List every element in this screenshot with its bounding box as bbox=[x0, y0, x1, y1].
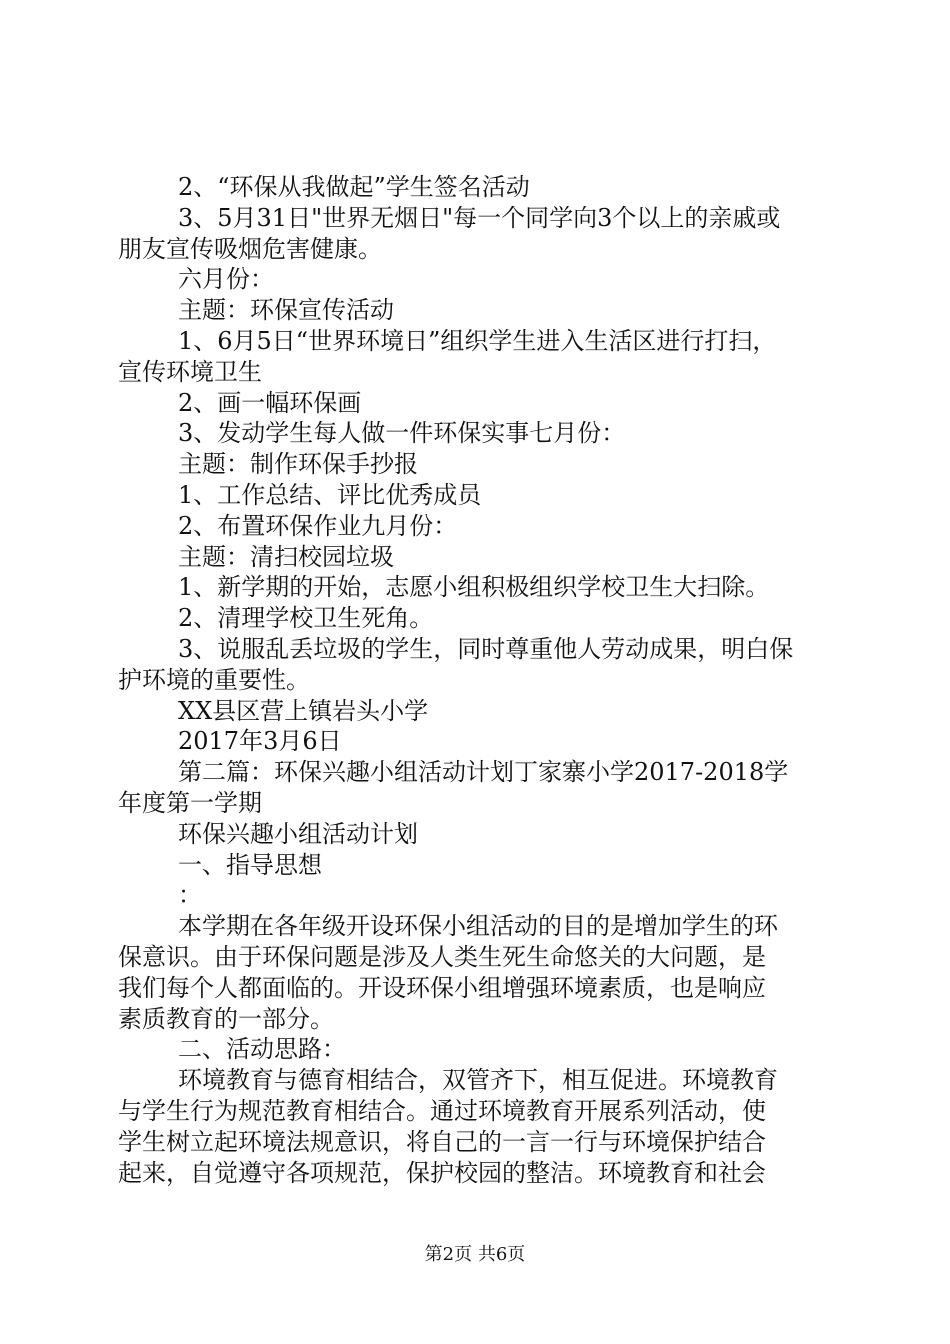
text-line: 宣传环境卫生 bbox=[118, 357, 262, 386]
text-line: 二、活动思路： bbox=[178, 1035, 346, 1064]
text-line: 环境教育与德育相结合，双管齐下，相互促进。环境教育 bbox=[178, 1066, 778, 1095]
text-line: 3、说服乱丢垃圾的学生，同时尊重他人劳动成果，明白保 bbox=[178, 634, 794, 663]
text-line: 2、布置环保作业九月份： bbox=[178, 511, 458, 540]
text-line: 起来，自觉遵守各项规范，保护校园的整洁。环境教育和社会 bbox=[118, 1158, 766, 1187]
text-line: 主题：环保宣传活动 bbox=[178, 296, 394, 325]
text-line: ： bbox=[178, 881, 202, 910]
text-line: XX县区营上镇岩头小学 bbox=[178, 696, 429, 725]
text-line: 2、画一幅环保画 bbox=[178, 388, 362, 417]
text-line: 1、工作总结、评比优秀成员 bbox=[178, 480, 482, 509]
text-line: 一、指导思想 bbox=[178, 850, 322, 879]
text-line: 六月份： bbox=[178, 265, 274, 294]
text-line: 2017年3月6日 bbox=[178, 727, 342, 756]
text-line: 主题：制作环保手抄报 bbox=[178, 450, 418, 479]
text-line: 朋友宣传吸烟危害健康。 bbox=[118, 234, 382, 263]
text-line: 3、发动学生每人做一件环保实事七月份： bbox=[178, 419, 626, 448]
text-line: 主题：清扫校园垃圾 bbox=[178, 542, 394, 571]
text-line: 素质教育的一部分。 bbox=[118, 1004, 334, 1033]
text-line: 3、5月31日"世界无烟日"每一个同学向3个以上的亲戚或 bbox=[178, 203, 781, 232]
text-line: 2、“环保从我做起”学生签名活动 bbox=[178, 173, 530, 201]
text-line: 本学期在各年级开设环保小组活动的目的是增加学生的环 bbox=[178, 912, 778, 941]
text-line: 学生树立起环境法规意识，将自己的一言一行与环境保护结合 bbox=[118, 1127, 766, 1156]
text-line: 第二篇：环保兴趣小组活动计划丁家寨小学2017-2018学 bbox=[178, 758, 789, 787]
text-line: 与学生行为规范教育相结合。通过环境教育开展系列活动，使 bbox=[118, 1096, 766, 1125]
document-body bbox=[118, 172, 838, 1188]
text-line: 护环境的重要性。 bbox=[118, 665, 310, 694]
page-footer: 第2页 共6页 bbox=[424, 1244, 526, 1265]
text-line: 1、6月5日“世界环境日”组织学生进入生活区进行打扫， bbox=[178, 326, 777, 355]
text-line: 我们每个人都面临的。开设环保小组增强环境素质，也是响应 bbox=[118, 973, 766, 1002]
text-line: 保意识。由于环保问题是涉及人类生死生命悠关的大问题，是 bbox=[118, 942, 766, 971]
text-line: 环保兴趣小组活动计划 bbox=[178, 819, 418, 848]
text-line: 2、清理学校卫生死角。 bbox=[178, 604, 434, 633]
text-line: 年度第一学期 bbox=[118, 788, 262, 817]
text-line: 1、新学期的开始，志愿小组积极组织学校卫生大扫除。 bbox=[178, 573, 770, 602]
